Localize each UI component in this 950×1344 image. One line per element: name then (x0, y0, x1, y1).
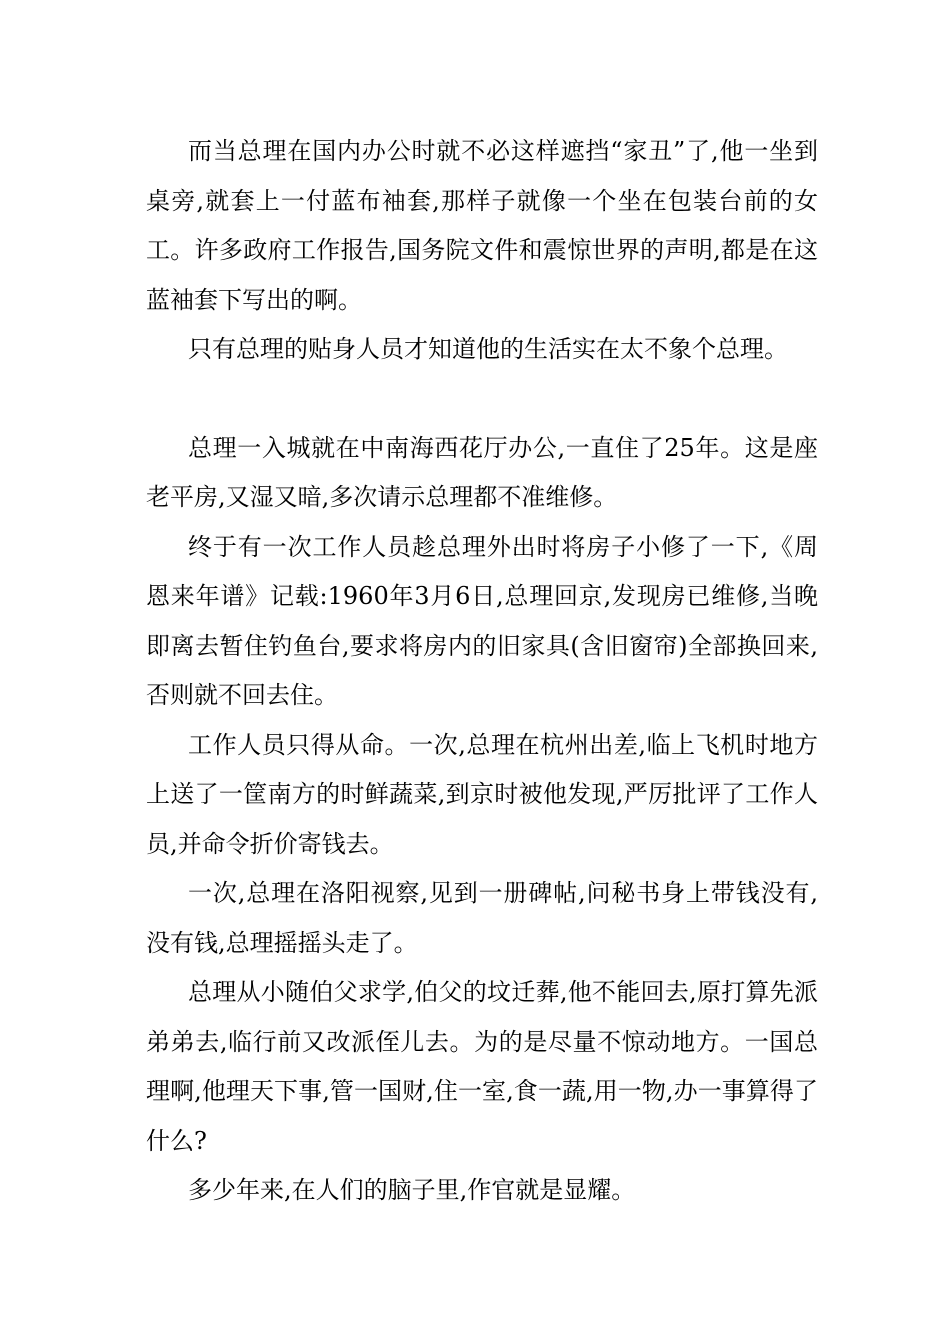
document-body (146, 127, 818, 1216)
paragraph-5: 工作人员只得从命。一次,总理在杭州出差,临上飞机时地方上送了一筐南方的时鲜蔬菜,到京时被他发现,严厉批评了工作人员,并命令折价寄钱去。 (146, 730, 818, 858)
paragraph-3: 总理一入城就在中南海西花厅办公,一直住了25年。这是座老平房,又湿又暗,多次请示总理都不准维修。 (146, 433, 818, 511)
paragraph-gap (146, 375, 818, 424)
paragraph-6: 一次,总理在洛阳视察,见到一册碑帖,问秘书身上带钱没有,没有钱,总理摇摇头走了。 (146, 879, 818, 957)
paragraph-8: 多少年来,在人们的脑子里,作官就是显耀。 (188, 1176, 636, 1204)
paragraph-7: 总理从小随伯父求学,伯父的坟迁葬,他不能回去,原打算先派弟弟去,临行前又改派侄儿去。为的是尽量不惊动地方。一国总理啊,他理天下事,管一国财,住一室,食一蔬,用一物,办一事算得了什么? (146, 978, 818, 1155)
paragraph-1: 而当总理在国内办公时就不必这样遮挡“家丑”了,他一坐到桌旁,就套上一付蓝布袖套,那样子就像一个坐在包装台前的女工。许多政府工作报告,国务院文件和震惊世界的声明,都是在这蓝袖套下写出的啊。 (146, 137, 818, 314)
paragraph-2: 只有总理的贴身人员才知道他的生活实在太不象个总理。 (188, 335, 788, 363)
paragraph-4: 终于有一次工作人员趁总理外出时将房子小修了一下,《周恩来年谱》记载:1960年3月6日,总理回京,发现房已维修,当晚即离去暂住钓鱼台,要求将房内的旧家具(含旧窗帘)全部换回来,否则就不回去住。 (146, 532, 818, 709)
